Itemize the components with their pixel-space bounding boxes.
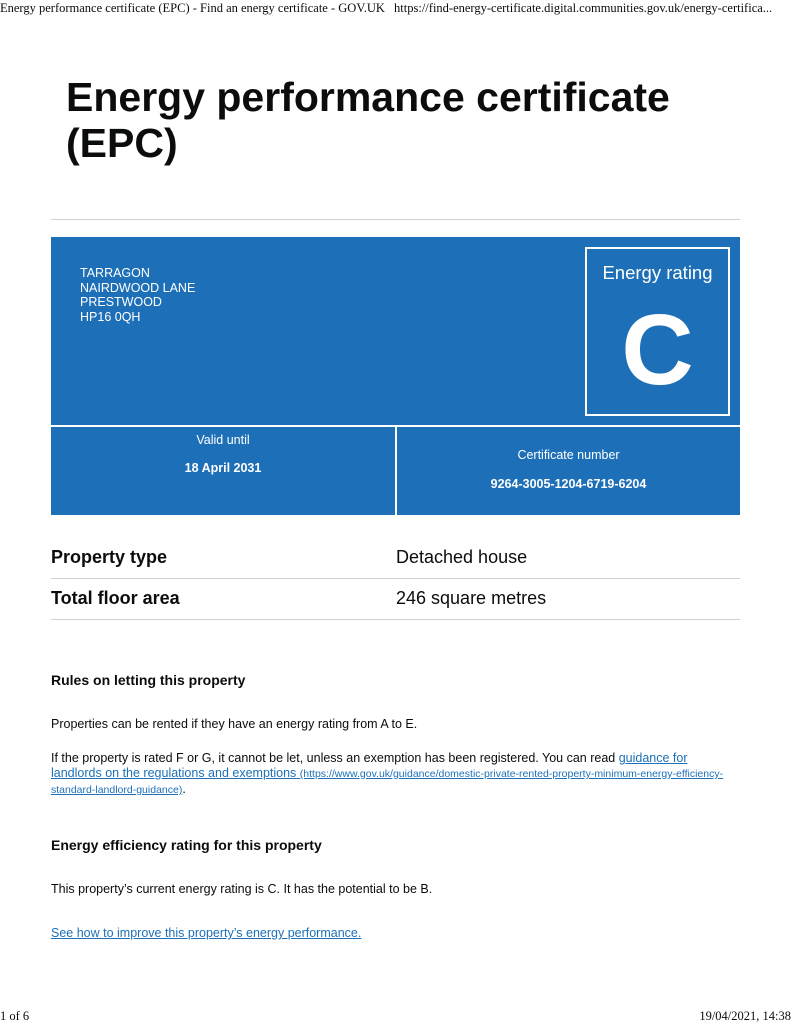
- summary-row-divider: [51, 578, 740, 579]
- letting-exemptions-end: .: [182, 782, 186, 796]
- certificate-number-value: 9264-3005-1204-6719-6204: [490, 477, 647, 491]
- address-line-2: NAIRDWOOD LANE: [80, 280, 196, 295]
- efficiency-rating-heading: Energy efficiency rating for this property: [51, 837, 322, 853]
- property-type-value: Detached house: [396, 547, 528, 567]
- address-line-3: PRESTWOOD: [80, 295, 162, 309]
- efficiency-rating-paragraph: This property’s current energy rating is C. It has the potential to be B.: [51, 882, 433, 896]
- energy-rating-label: Energy rating: [602, 262, 713, 283]
- letting-exemptions-text: If the property is rated F or G, it cannot be let, unless an exemption has been registered. You can read: [51, 751, 619, 765]
- improve-performance-link[interactable]: See how to improve this property’s energy performance.: [51, 926, 362, 940]
- floor-area-label: Total floor area: [51, 588, 180, 608]
- title-divider: [51, 219, 740, 220]
- print-header-url: https://find-energy-certificate.digital.communities.gov.uk/energy-certifica...: [394, 1, 773, 15]
- epc-summary-panel: [51, 237, 740, 515]
- summary-row-divider: [51, 619, 740, 620]
- improve-performance-paragraph: [51, 926, 731, 941]
- energy-rating-letter: C: [621, 294, 694, 406]
- page-title: Energy performance certificate (EPC): [66, 74, 670, 166]
- print-header: [0, 0, 791, 18]
- energy-rating-box: [585, 247, 730, 416]
- property-type-label: Property type: [51, 547, 168, 567]
- property-address: [80, 266, 195, 324]
- address-postcode: HP16 0QH: [80, 309, 141, 324]
- address-line-1: TARRAGON: [80, 266, 150, 280]
- valid-until-label: Valid until: [196, 433, 250, 447]
- print-page-count: 1 of 6: [0, 1009, 30, 1023]
- landlord-guidance-link-text: guidance for landlords on the regulations and exemptions: [51, 751, 688, 780]
- letting-rules-heading: Rules on letting this property: [51, 672, 246, 688]
- valid-until-value: 18 April 2031: [184, 461, 262, 475]
- print-header-title: Energy performance certificate (EPC) - Find an energy certificate - GOV.UK: [0, 1, 385, 15]
- panel-divider-vertical: [395, 425, 397, 515]
- print-datetime: 19/04/2021, 14:38: [699, 1009, 791, 1023]
- landlord-guidance-url: (https://www.gov.uk/guidance/domestic-private-rented-property-minimum-energy-efficiency-standard-landlord-guidance): [51, 768, 724, 796]
- letting-rules-paragraph: Properties can be rented if they have an energy rating from A to E.: [51, 717, 418, 731]
- certificate-number-label: Certificate number: [517, 448, 620, 462]
- floor-area-value: 246 square metres: [396, 588, 547, 608]
- letting-exemptions-paragraph: [51, 751, 731, 798]
